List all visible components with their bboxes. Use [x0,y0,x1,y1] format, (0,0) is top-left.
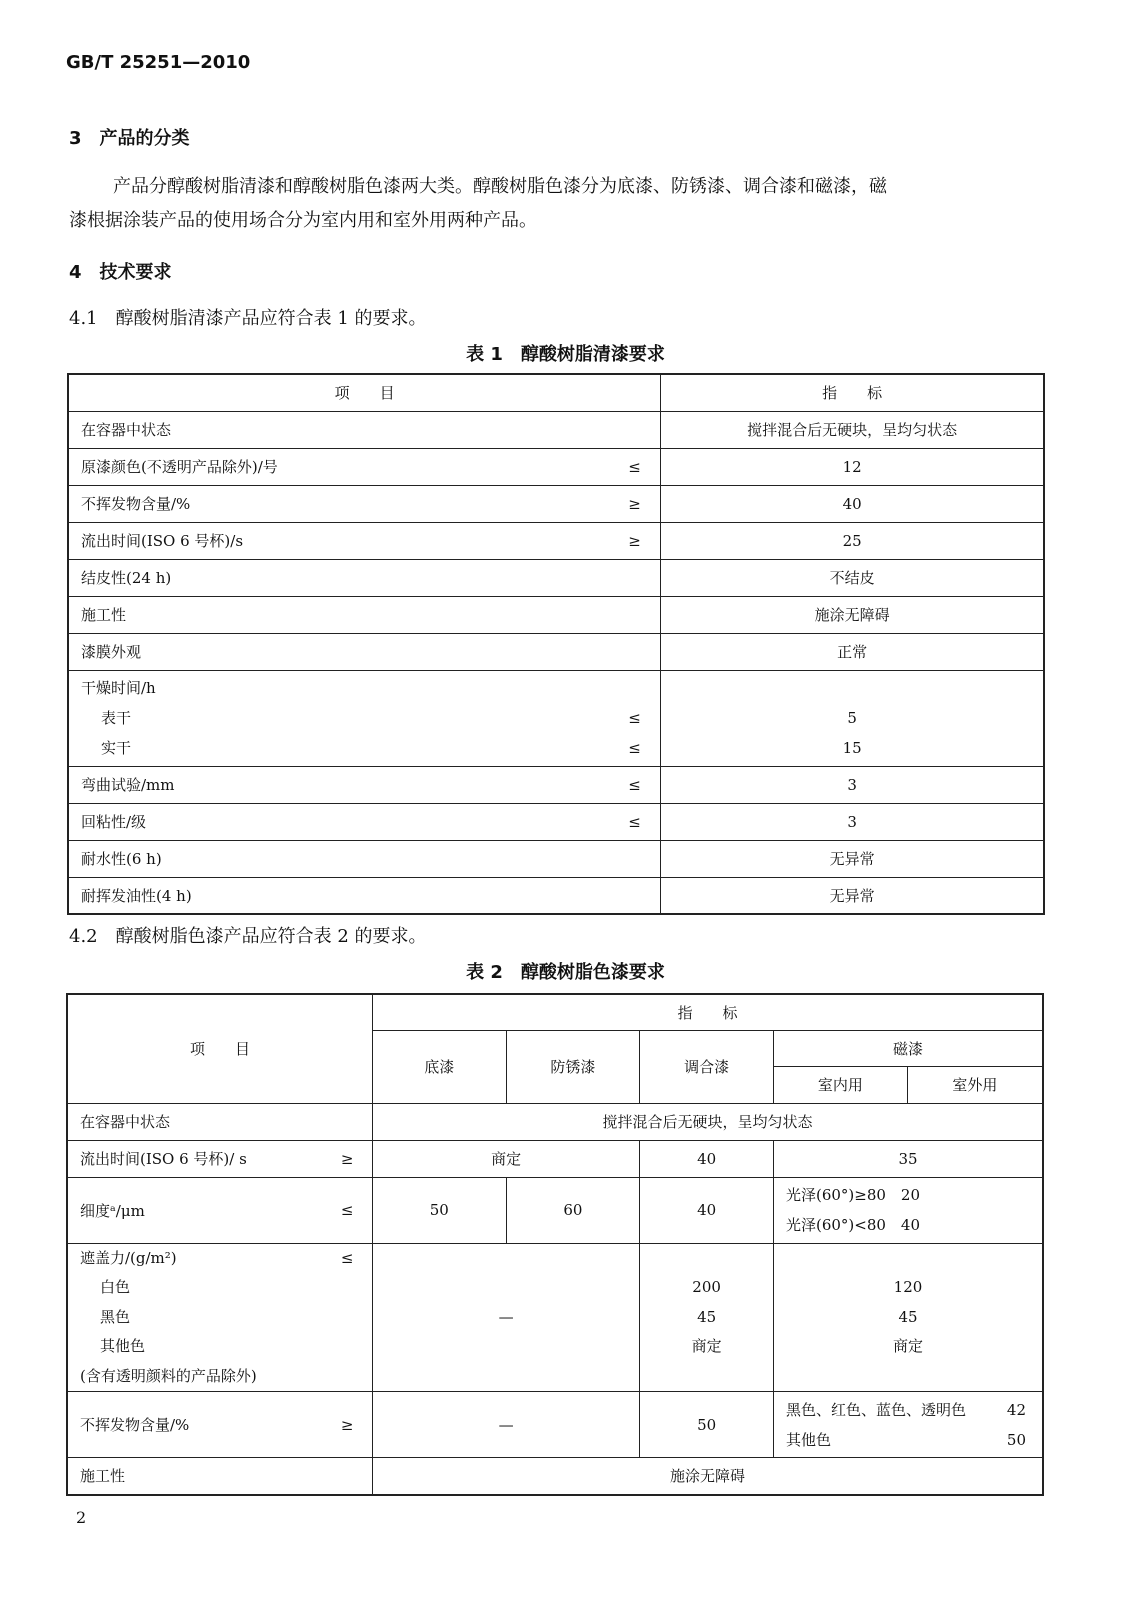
row-value: 40 [640,1140,774,1177]
col-antirust: 防锈漆 [506,1030,640,1103]
row-item: 流出时间(ISO 6 号杯)/ s [67,1140,322,1177]
table-1-header-item: 项 目 [68,374,661,411]
row-symbol: ≥ [609,522,661,559]
row-symbol: ≤ [609,766,661,803]
row-symbol: ≥ [322,1392,372,1458]
table-1-header-index: 指 标 [661,374,1044,411]
row-value: 无异常 [661,840,1044,877]
white-label: 白色 [100,1278,131,1296]
row-value: 3 [661,766,1044,803]
row-value: 施涂无障碍 [661,596,1044,633]
row-value: — [372,1243,639,1392]
row-item: 在容器中状态 [68,411,609,448]
table-row [68,411,1044,448]
row-symbol: ≥ [322,1140,372,1177]
table-2-header-item: 项 目 [67,994,372,1103]
fineness-gloss-high: 光泽(60°)≥80 20 [785,1186,921,1204]
section-3-paragraph [69,170,1059,238]
row-value: 商定 [372,1140,639,1177]
row-item: 不挥发物含量/% [68,485,609,522]
row-item: 不挥发物含量/% [67,1392,322,1458]
row-value: 50 [640,1392,774,1458]
row-item: 漆膜外观 [68,633,609,670]
row-value: 黑色、红色、蓝色、透明色 42 其他色 50 [773,1392,1043,1458]
surface-dry-symbol: ≤ [628,709,641,727]
page-number: 2 [76,1508,87,1527]
table-2 [66,993,1044,1496]
row-item: 耐挥发油性(4 h) [68,877,609,914]
row-symbol: ≤ [322,1243,372,1392]
section-3-heading: 3 产品的分类 [69,128,190,149]
table-row-hiding-power [67,1243,1043,1392]
col-primer: 底漆 [372,1030,506,1103]
row-value: 40 [640,1177,774,1243]
row-item [67,1243,322,1392]
row-value: — [372,1392,639,1458]
hiding-power-label: 遮盖力/(g/m²) [80,1248,177,1267]
row-item: 施工性 [67,1458,372,1495]
row-item: 回粘性/级 [68,803,609,840]
col-enamel: 磁漆 [773,1030,1043,1066]
table-row [68,766,1044,803]
table-row [67,1458,1043,1495]
row-symbol [609,411,661,448]
section-3-paragraph-line: 产品分醇酸树脂清漆和醇酸树脂色漆两大类。醇酸树脂色漆分为底漆、防锈漆、调合漆和磁漆，磁 [113,176,887,197]
fineness-gloss-low: 光泽(60°)<80 40 [785,1216,921,1234]
table-row-drying-time [68,670,1044,766]
row-value: 60 [506,1177,640,1243]
table-1-caption: 表 1 醇酸树脂清漆要求 [466,344,665,365]
row-symbol [609,840,661,877]
row-value: 200 45 商定 [640,1243,774,1392]
row-item: 细度ᵃ/μm [67,1177,322,1243]
table-row [68,877,1044,914]
surface-dry-label: 表干 [101,709,132,727]
table-row [68,485,1044,522]
row-item: 施工性 [68,596,609,633]
hard-dry-value: 15 [842,739,862,757]
hard-dry-label: 实干 [101,739,132,757]
table-2-caption: 表 2 醇酸树脂色漆要求 [466,962,665,983]
row-value: 35 [773,1140,1043,1177]
row-value: 正常 [661,633,1044,670]
row-value: 40 [661,485,1044,522]
row-value: 120 45 商定 [773,1243,1043,1392]
row-value: 25 [661,522,1044,559]
row-item: 原漆颜色(不透明产品除外)/号 [68,448,609,485]
table-row [67,1177,1043,1243]
table-row [68,840,1044,877]
table-2-header-index: 指 标 [372,994,1043,1030]
row-symbol: ≥ [609,485,661,522]
row-symbol [609,633,661,670]
drying-time-label: 干燥时间/h [81,679,156,697]
table-1 [67,373,1045,915]
table-row [68,803,1044,840]
row-symbol: ≤ [609,448,661,485]
table-row [67,1140,1043,1177]
hard-dry-symbol: ≤ [628,739,641,757]
row-value [661,670,1044,766]
row-item [68,670,609,766]
row-value: 无异常 [661,877,1044,914]
table-row [68,596,1044,633]
row-item: 结皮性(24 h) [68,559,609,596]
table-row [67,1103,1043,1140]
row-value: 12 [661,448,1044,485]
clause-4-1: 4.1 醇酸树脂清漆产品应符合表 1 的要求。 [69,308,427,329]
standard-number: GB/T 25251—2010 [66,52,251,73]
row-value: 搅拌混合后无硬块，呈均匀状态 [372,1103,1043,1140]
row-value: 50 [372,1177,506,1243]
hiding-note: (含有透明颜料的产品除外) [80,1366,257,1385]
row-value: 不结皮 [661,559,1044,596]
row-item: 弯曲试验/mm [68,766,609,803]
row-item: 流出时间(ISO 6 号杯)/s [68,522,609,559]
clause-4-2: 4.2 醇酸树脂色漆产品应符合表 2 的要求。 [69,926,427,947]
row-value: 搅拌混合后无硬块，呈均匀状态 [661,411,1044,448]
table-row [68,633,1044,670]
row-item: 耐水性(6 h) [68,840,609,877]
section-3-paragraph-line: 漆根据涂装产品的使用场合分为室内用和室外用两种产品。 [69,210,537,231]
row-symbol [609,596,661,633]
other-color-label: 其他色 [100,1337,146,1355]
row-symbol [609,670,661,766]
table-row [68,522,1044,559]
table-row [68,448,1044,485]
row-value: 3 [661,803,1044,840]
row-symbol: ≤ [609,803,661,840]
col-outdoor: 室外用 [907,1066,1043,1103]
surface-dry-value: 5 [847,709,857,727]
table-row [67,1392,1043,1458]
section-4-heading: 4 技术要求 [69,262,172,283]
col-indoor: 室内用 [773,1066,907,1103]
row-value [773,1177,1043,1243]
row-symbol [609,877,661,914]
table-row [68,559,1044,596]
black-label: 黑色 [100,1307,131,1326]
col-ready-mixed: 调合漆 [640,1030,774,1103]
row-value: 施涂无障碍 [372,1458,1043,1495]
row-item: 在容器中状态 [67,1103,372,1140]
row-symbol [609,559,661,596]
row-symbol: ≤ [322,1177,372,1243]
